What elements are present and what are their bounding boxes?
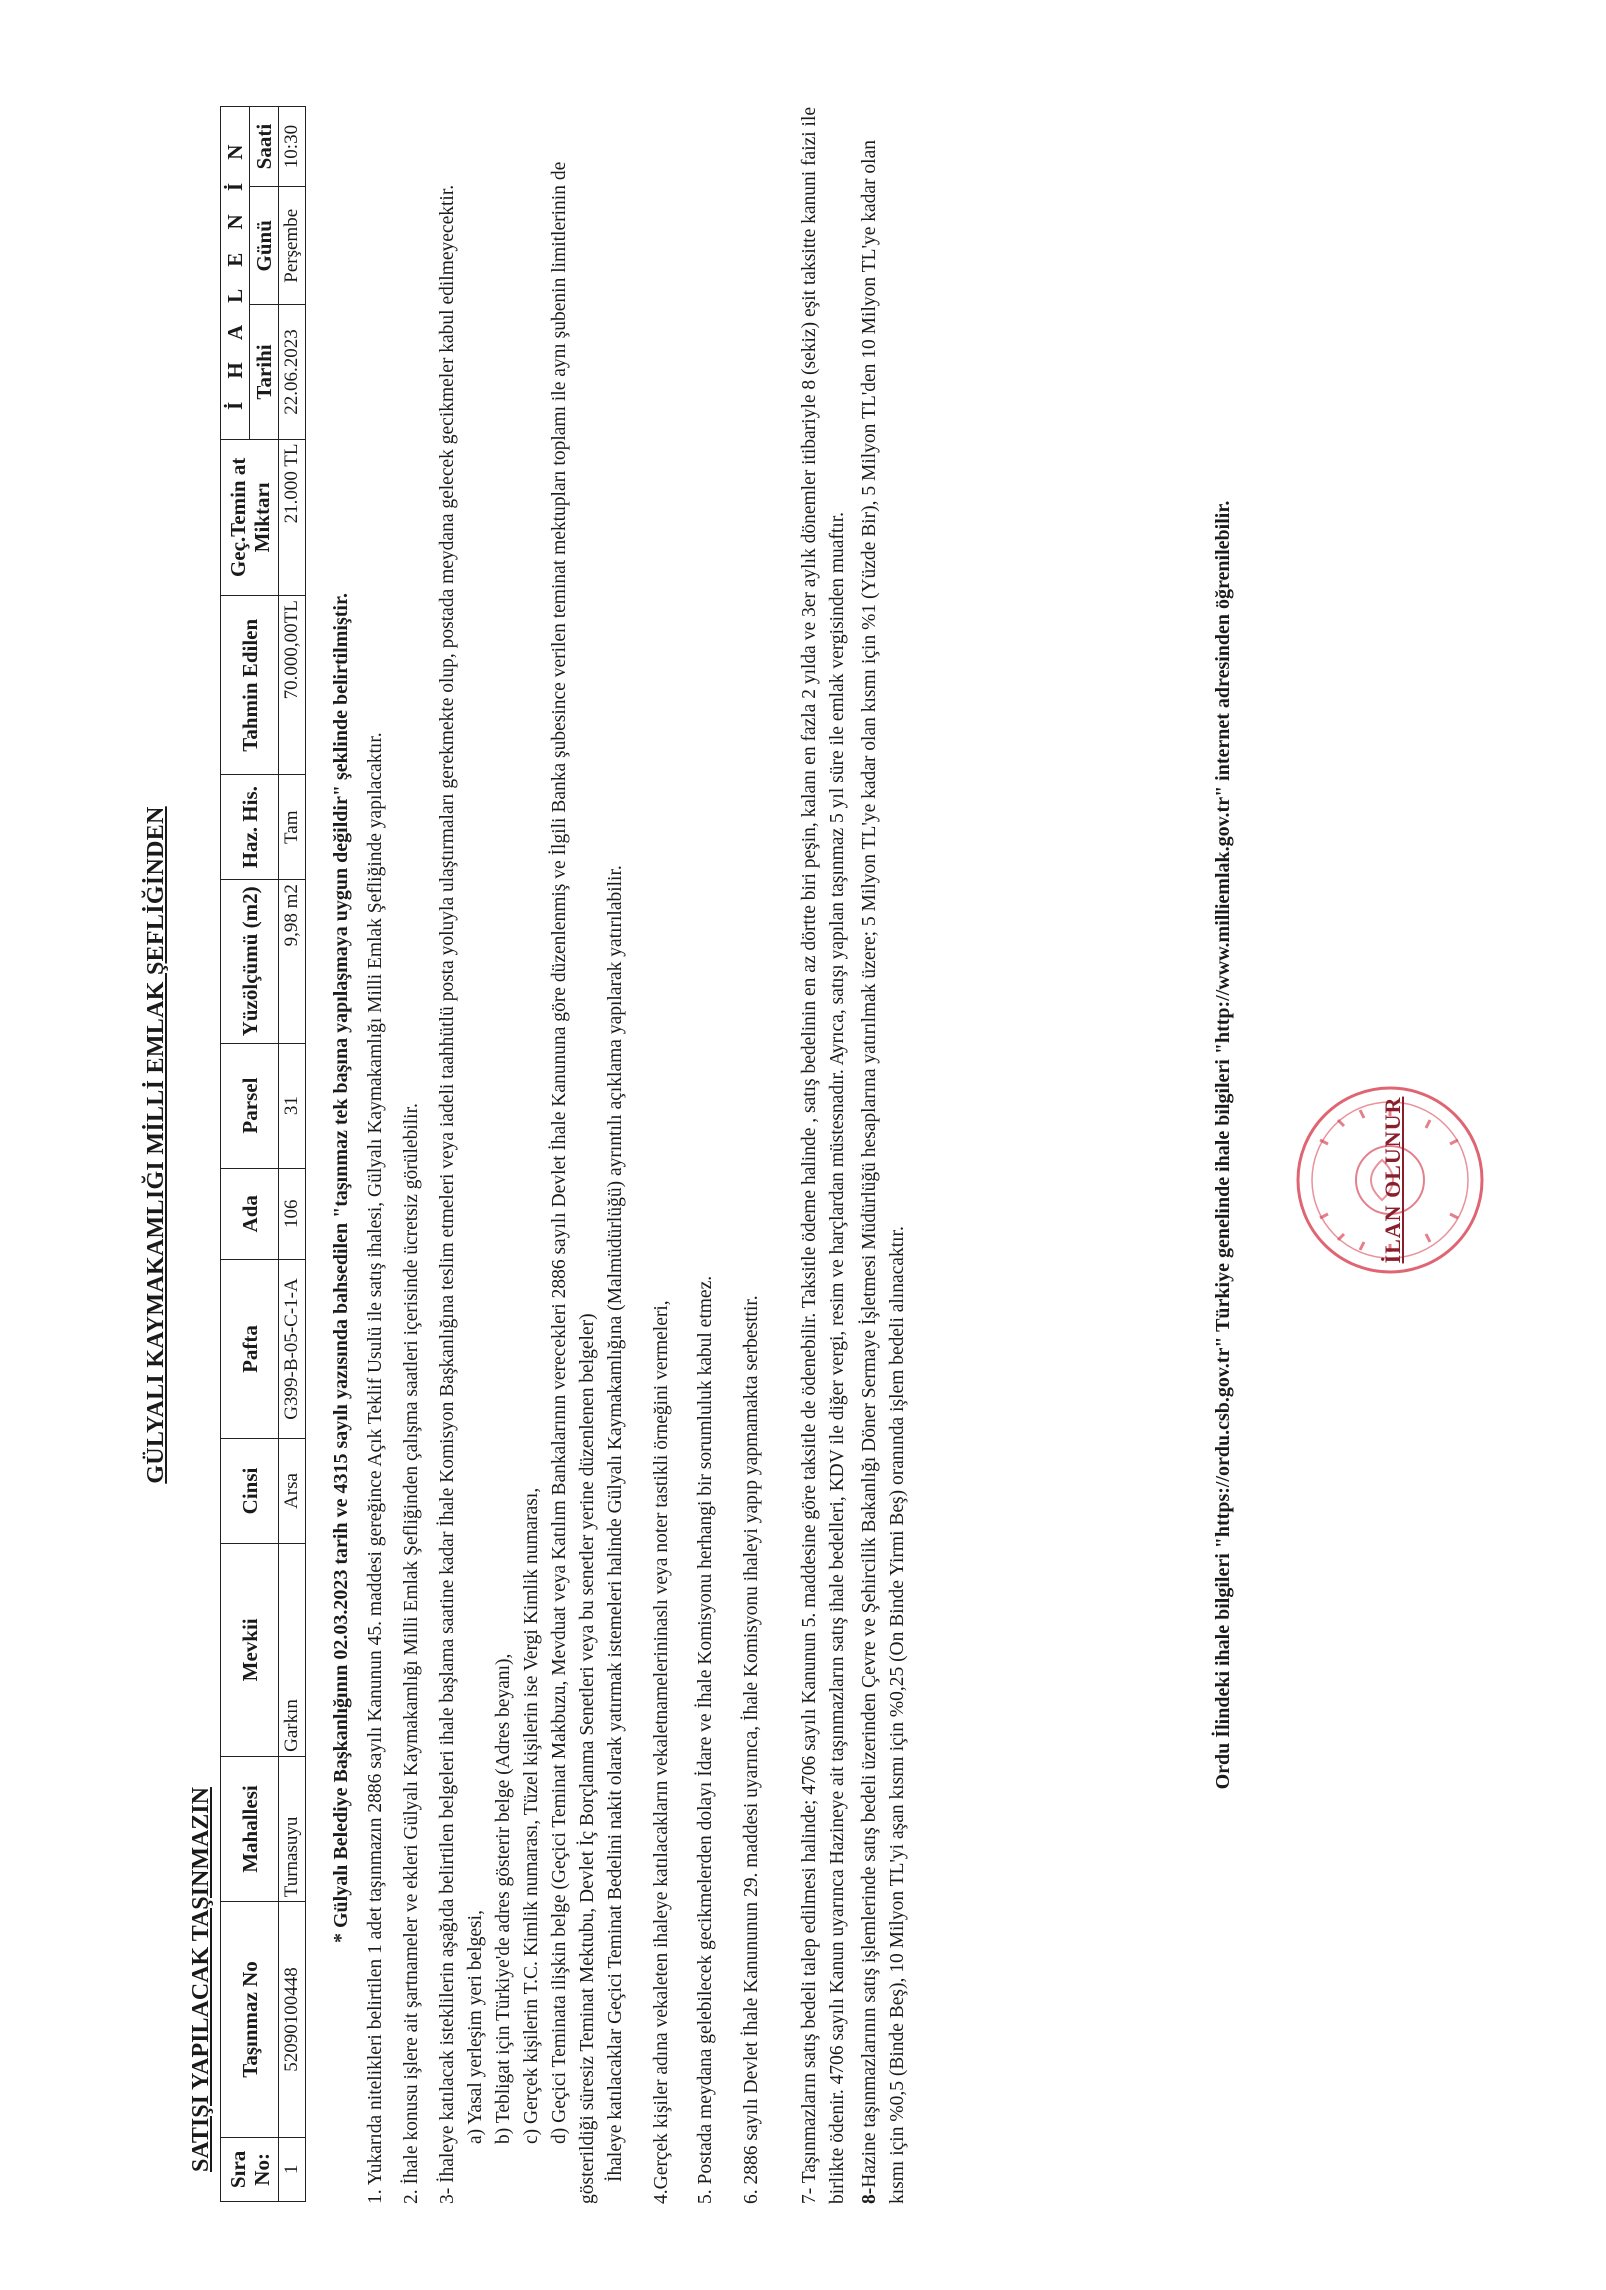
col-header-sira: Sıra No:: [221, 2137, 279, 2201]
col-header-saat: Saati: [250, 107, 279, 187]
cell-mahalle: Turnasuyu: [279, 1756, 306, 1901]
cell-tasinmaz: 52090100448: [279, 1902, 306, 2138]
cell-tahmin: 70.000,00TL: [279, 596, 306, 775]
paragraph-2: 2. İhale konusu işlere ait şartnameler ve ekleri Gülyalı Kaymakamlığı Milli Emlak Şefliğinden çalışma saatleri içerisinde ücretsiz görülebilir.: [401, 1103, 422, 2204]
col-header-ihale: İ H A L E N İ N: [221, 107, 250, 440]
col-header-tahmin: Tahmin Edilen: [221, 596, 279, 775]
col-header-cins: Cinsi: [221, 1439, 279, 1544]
cell-haz: Tam: [279, 775, 306, 880]
col-header-mevki: Mevkii: [221, 1543, 279, 1756]
cell-saat: 10:30: [279, 107, 306, 187]
col-header-haz: Haz. His.: [221, 775, 279, 880]
paragraph-3d: d) Geçici Teminata ilişkin belge (Geçici Teminat Makbuzu, Mevduat veya Katılım Bankalarının verecekleri 2886 sayılı Devlet İhale Kanununa göre düzenlenmiş ve İlgili Banka şubesince verilen teminat mektupları toplamı ile aynı şubenin limitlerinin de gösterildiği süresiz Teminat Mektubu, Devlet İç Borçlanma Senetleri veya bu senetler yerine düzenlenen belgeler): [549, 161, 598, 2204]
paragraph-3a: a) Yasal yerleşim yeri belgesi,: [465, 1910, 486, 2144]
paragraph-6: 6. 2886 sayılı Devlet İhale Kanununun 29. maddesi uyarınca, İhale Komisyonu ihaleyi yapıp yapmamakta serbesttir.: [741, 1295, 762, 2204]
body-text-block: [362, 94, 912, 2204]
col-header-yuzolcum: Yüzölçümü (m2): [221, 880, 279, 1043]
table-header-row: [221, 107, 250, 2202]
paragraph-7: 7- Taşınmazların satış bedeli talep edilmesi halinde; 4706 sayılı Kanunun 5. maddesine göre taksitle de ödenebilir. Taksitle ödeme halinde , satış bedelinin en az dörtte biri peşin, kalanı en fazla 2 yılda ve 3er aylık dönemler itibariyle 8 (sekiz) eşit taksitte kanuni faizi ile birlikte ödenir. 4706 sayılı Kanun uyarınca Hazineye ait taşınmazların satış ihale bedelleri, KDV ile diğer vergi, resim ve harçlardan müstesnadır. Ayrıca, satışı yapılan taşınmaz 5 yıl süre ile emlak vergisinden muaftır.: [799, 106, 848, 2204]
notice-line: * Gülyalı Belediye Başkanlığının 02.03.2023 tarih ve 4315 sayılı yazısında bahsedilen "taşınmaz tek başına yapılaşmaya uygun değildir" şeklinde belirtilmiştir.: [330, 593, 352, 1943]
cell-pafta: G399-B-05-C-1-A: [279, 1259, 306, 1438]
col-header-gecici: Geç.Temin at Miktarı: [221, 439, 279, 596]
col-header-parsel: Parsel: [221, 1043, 279, 1168]
col-header-mahalle: Mahallesi: [221, 1756, 279, 1901]
cell-parsel: 31: [279, 1043, 306, 1168]
cell-yuzolcum: 9,98 m2: [279, 880, 306, 1043]
paragraph-1: 1. Yukarıda nitelikleri belirtilen 1 adet taşınmazın 2886 sayılı Kanunun 45. maddesi gereğince Açık Teklif Usulü ile satış ihalesi, Gülyalı Kaymakamlığı Milli Emlak Şefliğinde yapılacaktır.: [365, 732, 386, 2204]
cell-cins: Arsa: [279, 1439, 306, 1544]
paragraph-5: 5. Postada meydana gelebilecek gecikmelerden dolayı İdare ve İhale Komisyonu herhangi bir sorumluluk kabul etmez.: [695, 1275, 716, 2204]
paragraph-3: 3- İhaleye katılacak isteklilerin aşağıda belirtilen belgeleri ihale başlama saatine kadar İhale Komisyon Başkanlığına teslim etmeleri veya iadeli taahhütlü posta yoluyla ulaştırmaları gerekmekte olup, postada meydana gelecek gecikmeler kabul edilmeyecektir.: [437, 184, 458, 2204]
cell-gun: Perşembe: [279, 187, 306, 305]
paragraph-8-label: 8-: [859, 2187, 880, 2204]
col-header-ada: Ada: [221, 1168, 279, 1259]
property-table: [220, 106, 306, 2202]
col-header-pafta: Pafta: [221, 1259, 279, 1438]
paragraph-4: 4.Gerçek kişiler adına vekaleten ihaleye katılacakların vekaletnamelerininaslı veya noter tastikli örneğini vermeleri,: [651, 1300, 672, 2204]
cell-tarih: 22.06.2023: [279, 305, 306, 439]
paragraph-8-text: Hazine taşınmazlarının satış işlemlerinde satış bedeli üzerinden Çevre ve Şehircilik Bakanlığı Döner Sermaye İşletmesi Müdürlüğü hesaplarına yatırılmak üzere; 5 Milyon TL'ye kadar olan kısmı için %1 (Yüzde Bir), 5 Milyon TL'den 10 Milyon TL'ye kadar olan kısmı için %0,5 (Binde Beş), 10 Milyon TL'yi aşan kısmı için %0,25 (On Binde Yirmi Beş) oranında işlem bedeli alınacaktır.: [859, 140, 908, 2204]
col-header-tarih: Tarihi: [250, 305, 279, 439]
page-title: GÜLYALI KAYMAKAMLIĞI MİLLİ EMLAK ŞEFLİĞİNDEN: [143, 806, 169, 1484]
paragraph-3b: b) Tebligat için Türkiye'de adres gösterir belge (Adres beyanı),: [493, 1653, 514, 2144]
paragraph-3c: c) Gerçek kişilerin T.C. Kimlik numarası, Tüzel kişilerin ise Vergi Kimlik numarası,: [521, 1487, 542, 2144]
col-header-tasinmaz: Taşınmaz No: [221, 1902, 279, 2138]
footer-info: Ordu İlindeki ihale bilgileri "https://ordu.csb.gov.tr" Türkiye genelinde ihale bilgileri "http://www.milliemlak.gov.tr" internet adresinden öğrenilebilir.: [1212, 500, 1234, 1790]
cell-ada: 106: [279, 1168, 306, 1259]
table-row: [279, 107, 306, 2202]
cell-mevki: Garkın: [279, 1543, 306, 1756]
paragraph-3e: İhaleye katılacaklar Geçici Teminat Bedelini nakit olarak yatırmak istemeleri halinde Gülyalı Kaymakamlığına (Malmüdürlüğü) ayrıntılı açıklama yapılarak yatırılabilir.: [605, 865, 626, 2182]
stamp-text: İLAN OLUNUR: [1380, 1096, 1405, 1264]
paragraph-8: [856, 94, 912, 2204]
cell-gecici: 21.000 TL: [279, 439, 306, 596]
section-subtitle: SATIŞI YAPILACAK TAŞINMAZIN: [188, 1787, 214, 2172]
col-header-gun: Günü: [250, 187, 279, 305]
cell-sira: 1: [279, 2137, 306, 2201]
